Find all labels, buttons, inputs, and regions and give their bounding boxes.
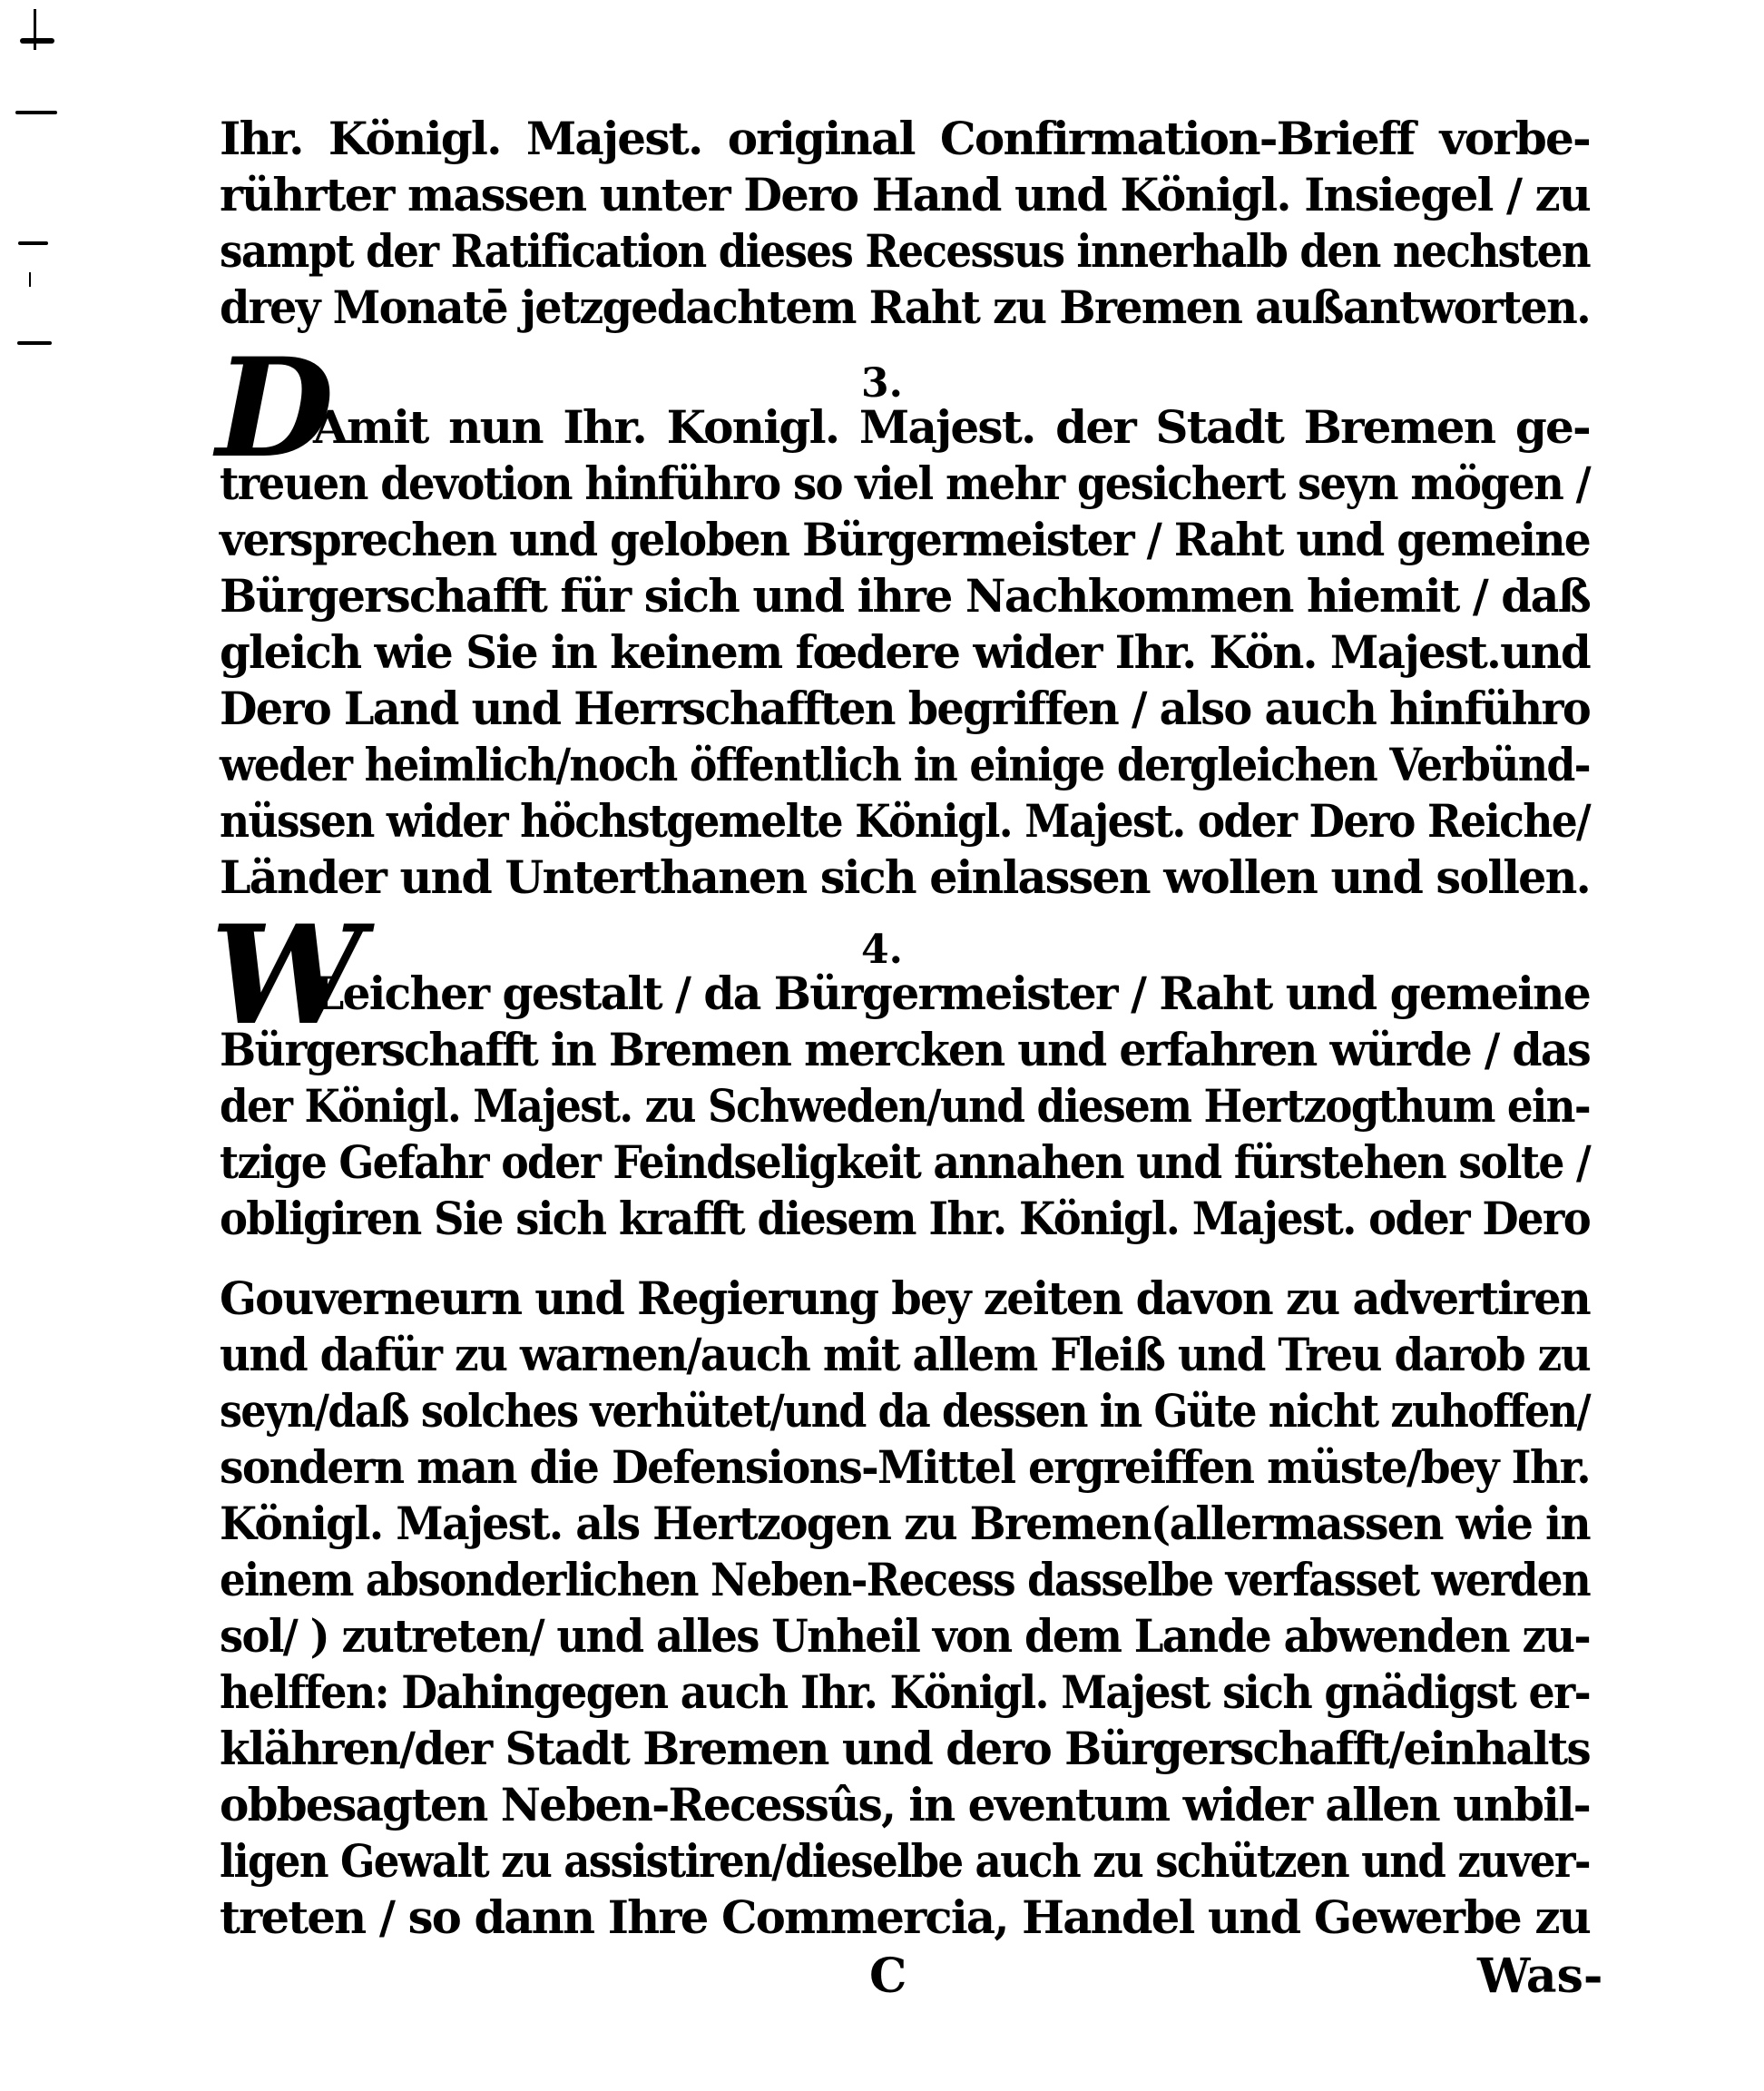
text-line: Leicher gestalt / da Bürgermeister / Raht und gemeine [313,967,1590,1020]
text-line: Dero Land und Herrschafften begriffen / also auch hinführo [220,682,1590,735]
text-line: sondern man die Defensions-Mittel ergreiffen müste/bey Ihr. [220,1440,1590,1494]
margin-mark [15,111,57,114]
section-number: 3. [861,360,903,407]
text-line: Königl. Majest. als Hertzogen zu Bremen(allermassen wie in [220,1497,1590,1550]
margin-mark [29,272,31,287]
text-line: drey Monatē jetzgedachtem Raht zu Bremen außantworten. [220,280,1590,334]
margin-mark [34,9,36,50]
text-line: ligen Gewalt zu assistiren/dieselbe auch zu schützen und zuver- [220,1834,1590,1888]
text-line: tzige Gefahr oder Feindseligkeit annahen und fürstehen solte / [220,1135,1590,1189]
text-line: Bürgerschafft für sich und ihre Nachkommen hiemit / daß [220,569,1590,623]
margin-mark [17,341,52,345]
text-line: Amit nun Ihr. Konigl. Majest. der Stadt Bremen ge- [313,400,1590,454]
text-line: versprechen und geloben Bürgermeister / Raht und gemeine [220,513,1590,566]
drop-cap: W [211,896,364,1055]
margin-mark [18,241,48,245]
text-line: weder heimlich/noch öffentlich in einige dergleichen Verbünd- [220,738,1590,791]
text-line: gleich wie Sie in keinem fœdere wider Ihr. Kön. Majest.und [220,625,1590,679]
text-line: obbesagten Neben-Recessûs, in eventum wider allen unbil- [220,1778,1590,1831]
drop-cap: D [216,329,335,488]
text-line: Länder und Unterthanen sich einlassen wollen und sollen. [220,850,1590,904]
text-line: treuen devotion hinführo so viel mehr gesichert seyn mögen / [220,456,1590,510]
text-line: treten / so dann Ihre Commercia, Handel und Gewerbe zu [220,1890,1590,1944]
signature-mark: C [869,1949,907,2004]
margin-mark [20,38,54,44]
text-line: der Königl. Majest. zu Schweden/und diesem Hertzogthum ein- [220,1079,1590,1133]
text-line: einem absonderlichen Neben-Recess dasselbe verfasset werden [220,1553,1590,1606]
catchword: Was- [1477,1949,1603,2004]
text-line: Gouverneurn und Regierung bey zeiten davon zu advertiren [220,1271,1590,1325]
text-line: sol/ ) zutreten/ und alles Unheil von dem Lande abwenden zu- [220,1609,1590,1663]
text-line: obligiren Sie sich krafft diesem Ihr. Königl. Majest. oder Dero [220,1192,1590,1245]
section-number: 4. [861,927,903,973]
text-line: Bürgerschafft in Bremen mercken und erfahren würde / das [220,1023,1590,1076]
text-line: sampt der Ratification dieses Recessus innerhalb den nechsten [220,224,1590,278]
text-line: helffen: Dahingegen auch Ihr. Königl. Majest sich gnädigst er- [220,1665,1590,1719]
text-line: und dafür zu warnen/auch mit allem Fleiß und Treu darob zu [220,1328,1590,1381]
text-line: klähren/der Stadt Bremen und dero Bürgerschafft/einhalts [220,1722,1590,1775]
text-line: seyn/daß solches verhütet/und da dessen in Güte nicht zuhoffen/ [220,1384,1590,1438]
text-line: nüssen wider höchstgemelte Königl. Majest. oder Dero Reiche/ [220,794,1590,848]
text-line: rührter massen unter Dero Hand und Königl. Insiegel / zu [220,168,1590,221]
text-line: Ihr. Königl. Majest. original Confirmation-Brieff vorbe- [220,112,1590,165]
